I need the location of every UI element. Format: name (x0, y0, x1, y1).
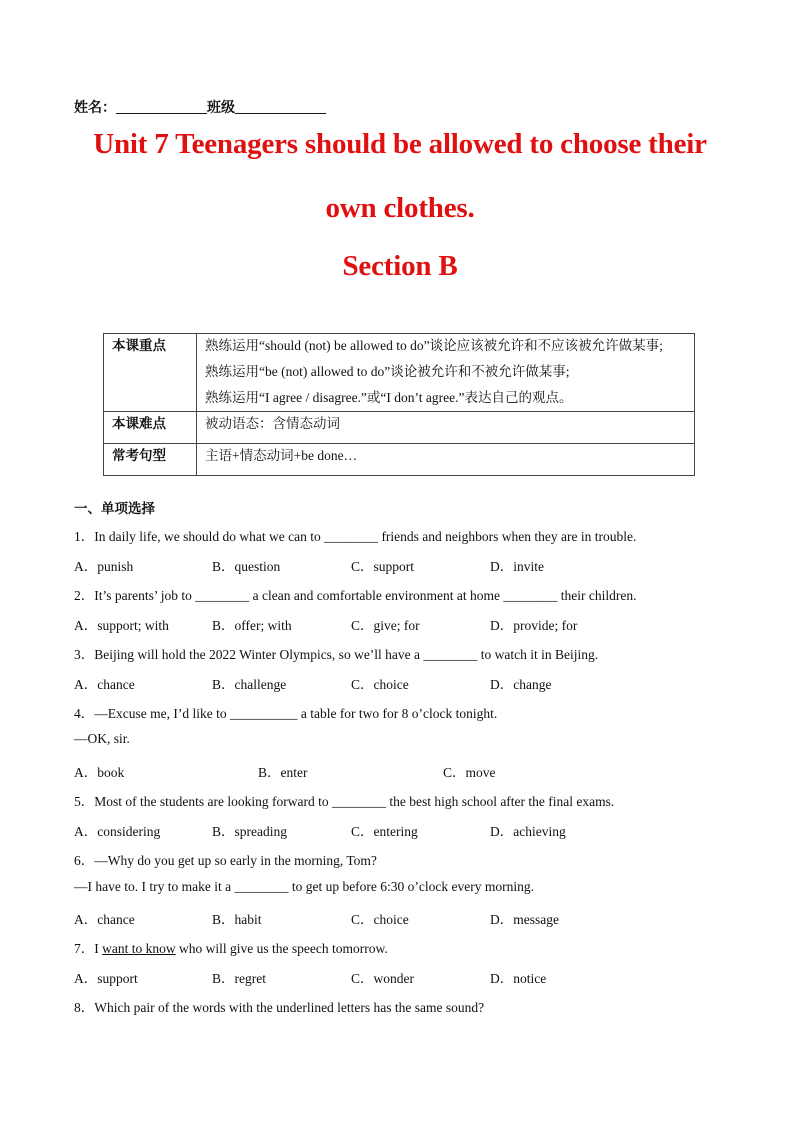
question-stem: 1．In daily life, we should do what we can to ________ friends and neighbors when they are in trouble. (74, 529, 637, 544)
underlined-phrase: want to know (102, 941, 176, 956)
option[interactable]: A．punish (74, 559, 134, 574)
option[interactable]: C．give; for (351, 618, 420, 633)
row-content: 主语+情态动词+be done… (197, 444, 695, 476)
key-point: 熟练运用“be (not) allowed to do”谈论被允许和不被允许做某事; (205, 364, 570, 379)
row-label: 常考句型 (104, 444, 197, 476)
question-stem: 4．—Excuse me, I’d like to __________ a table for two for 8 o’clock tonight. (74, 706, 498, 721)
option[interactable]: C．wonder (351, 971, 414, 986)
option[interactable]: C．entering (351, 824, 418, 839)
title-line-2: own clothes. (325, 192, 475, 224)
row-label: 本课重点 (104, 334, 197, 412)
option[interactable]: A．support (74, 971, 138, 986)
table-row (104, 334, 695, 412)
option[interactable]: B．spreading (212, 824, 287, 839)
option[interactable]: C．support (351, 559, 415, 574)
option[interactable]: C．move (443, 765, 496, 780)
row-label: 本课难点 (104, 412, 197, 444)
row-content (197, 334, 695, 412)
question-stem: 6．—Why do you get up so early in the morning, Tom? (74, 853, 377, 868)
key-points-table (103, 333, 695, 476)
option[interactable]: D．notice (490, 971, 547, 986)
section-heading: 一、单项选择 (74, 501, 155, 516)
option[interactable]: D．achieving (490, 824, 566, 839)
name-class-line: 姓名：_____________班级_____________ (74, 101, 326, 116)
option[interactable]: A．chance (74, 912, 135, 927)
question-stem-reply: —OK, sir. (74, 731, 130, 746)
option[interactable]: A．chance (74, 677, 135, 692)
option[interactable]: B．question (212, 559, 281, 574)
stem-suffix: who will give us the speech tomorrow. (175, 941, 388, 956)
option[interactable]: B．enter (258, 765, 308, 780)
question-stem: 2．It’s parents’ job to ________ a clean and comfortable environment at home ________ their children. (74, 588, 637, 603)
table-row (104, 412, 695, 444)
option[interactable]: B．offer; with (212, 618, 292, 633)
row-content: 被动语态：含情态动词 (197, 412, 695, 444)
option[interactable]: B．habit (212, 912, 262, 927)
question-stem: 8．Which pair of the words with the underlined letters has the same sound? (74, 1000, 485, 1015)
option[interactable]: A．support; with (74, 618, 169, 633)
option[interactable]: C．choice (351, 912, 409, 927)
option[interactable]: C．choice (351, 677, 409, 692)
title-section: Section B (342, 250, 458, 282)
option[interactable]: D．change (490, 677, 552, 692)
question-stem-reply: —I have to. I try to make it a ________ to get up before 6:30 o’clock every morning. (74, 879, 535, 894)
key-point: 熟练运用“should (not) be allowed to do”谈论应该被允许和不应该被允许做某事; (205, 338, 663, 353)
option[interactable]: D．provide; for (490, 618, 578, 633)
question-stem (74, 937, 388, 957)
title-line-1: Unit 7 Teenagers should be allowed to choose their (93, 128, 707, 160)
option[interactable]: B．regret (212, 971, 266, 986)
question-stem: 3．Beijing will hold the 2022 Winter Olympics, so we’ll have a ________ to watch it in Beijing. (74, 647, 599, 662)
option[interactable]: D．message (490, 912, 559, 927)
option[interactable]: A．book (74, 765, 125, 780)
option[interactable]: A．considering (74, 824, 161, 839)
key-point: 熟练运用“I agree / disagree.”或“I don’t agree.”表达自己的观点。 (205, 390, 573, 405)
table-row (104, 444, 695, 476)
option[interactable]: D．invite (490, 559, 544, 574)
stem-prefix: 7．I (74, 941, 103, 956)
question-stem: 5．Most of the students are looking forward to ________ the best high school after the final exams. (74, 794, 615, 809)
option[interactable]: B．challenge (212, 677, 287, 692)
